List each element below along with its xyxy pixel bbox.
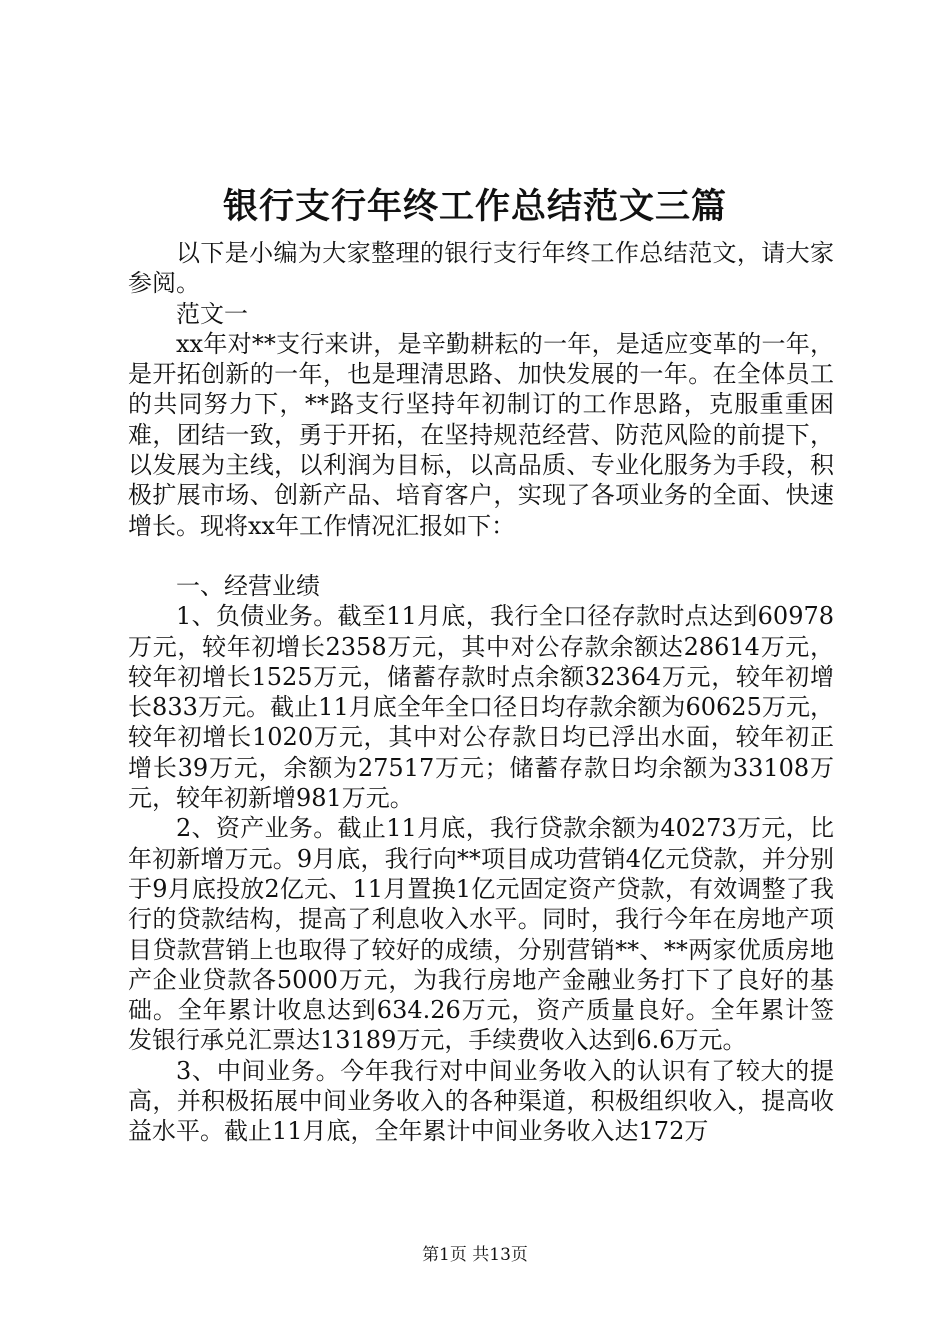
section-heading-performance: 一、经营业绩 [176,571,320,600]
liability-business-paragraph: 1、负债业务。截至11月底，我行全口径存款时点达到60978万元，较年初增长2358万元，其中对公存款余额达28614万元，较年初增长1525万元，储蓄存款时点余额32364万元，较年初增长833万元。截止11月底全年全口径日均存款余额为60625万元，较年初增长1020万元，其中对公存款日均已浮出水面，较年初正增长39万元，余额为27517万元；储蓄存款日均余额为33108万元，较年初新增981万元。 [128,602,834,813]
page-number-footer: 第1页 共13页 [422,1245,528,1265]
intro-paragraph: 以下是小编为大家整理的银行支行年终工作总结范文，请大家参阅。 [128,239,834,298]
document-title: 银行支行年终工作总结范文三篇 [222,186,727,227]
overview-paragraph: xx年对**支行来讲，是辛勤耕耘的一年，是适应变革的一年，是开拓创新的一年，也是理清思路、加快发展的一年。在全体员工的共同努力下，**路支行坚持年初制订的工作思路，克服重重困难，团结一致，勇于开拓，在坚持规范经营、防范风险的前提下，以发展为主线，以利润为目标，以高品质、专业化服务为手段，积极扩展市场、创新产品、培育客户，实现了各项业务的全面、快速增长。现将xx年工作情况汇报如下： [128,329,834,540]
section-heading-sample-one: 范文一 [176,299,248,328]
document-body [128,238,834,1147]
intermediate-business-paragraph: 3、中间业务。今年我行对中间业务收入的认识有了较大的提高，并积极拓展中间业务收入的各种渠道，积极组织收入，提高收益水平。截止11月底，全年累计中间业务收入达172万 [128,1056,834,1146]
asset-business-paragraph: 2、资产业务。截止11月底，我行贷款余额为40273万元，比年初新增万元。9月底，我行向**项目成功营销4亿元贷款，并分别于9月底投放2亿元、11月置换1亿元固定资产贷款，有效调整了我行的贷款结构，提高了利息收入水平。同时，我行今年在房地产项目贷款营销上也取得了较好的成绩，分别营销**、**两家优质房地产企业贷款各5000万元，为我行房地产金融业务打下了良好的基础。全年累计收息达到634.26万元，资产质量良好。全年累计签发银行承兑汇票达13189万元，手续费收入达到6.6万元。 [128,814,834,1055]
